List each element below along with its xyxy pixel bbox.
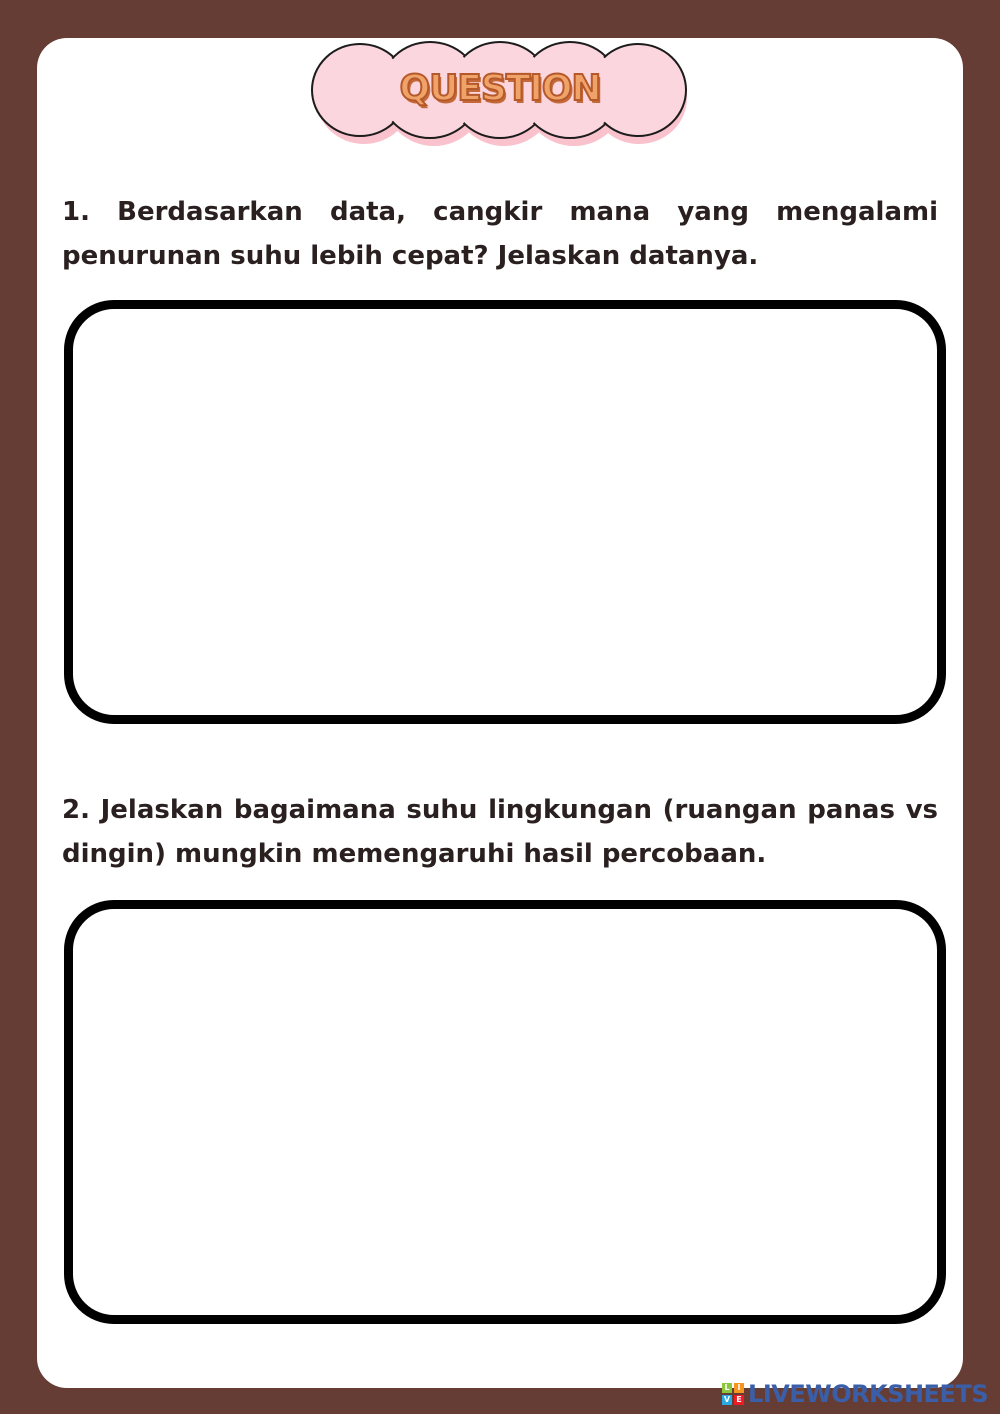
question-2-text: 2. Jelaskan bagaimana suhu lingkungan (ruangan panas vs dingin) mungkin memengaruhi hasil percobaan. [62, 795, 938, 869]
logo-text: LIVEWORKSHEETS [748, 1380, 988, 1408]
title-badge [308, 38, 692, 156]
liveworksheets-logo[interactable] [722, 1380, 988, 1408]
logo-grid-icon [722, 1383, 744, 1405]
question-1-text: 1. Berdasarkan data, cangkir mana yang mengalami penurunan suhu lebih cepat? Jelaskan datanya. [62, 197, 938, 271]
logo-cell-e: E [734, 1395, 744, 1405]
logo-cell-v: V [723, 1395, 731, 1404]
logo-cell-l: L [722, 1383, 732, 1393]
answer-box-2[interactable] [64, 900, 946, 1324]
page-title: QUESTION [399, 68, 601, 109]
answer-box-1[interactable] [64, 300, 946, 724]
logo-cell-i: I [734, 1383, 744, 1393]
